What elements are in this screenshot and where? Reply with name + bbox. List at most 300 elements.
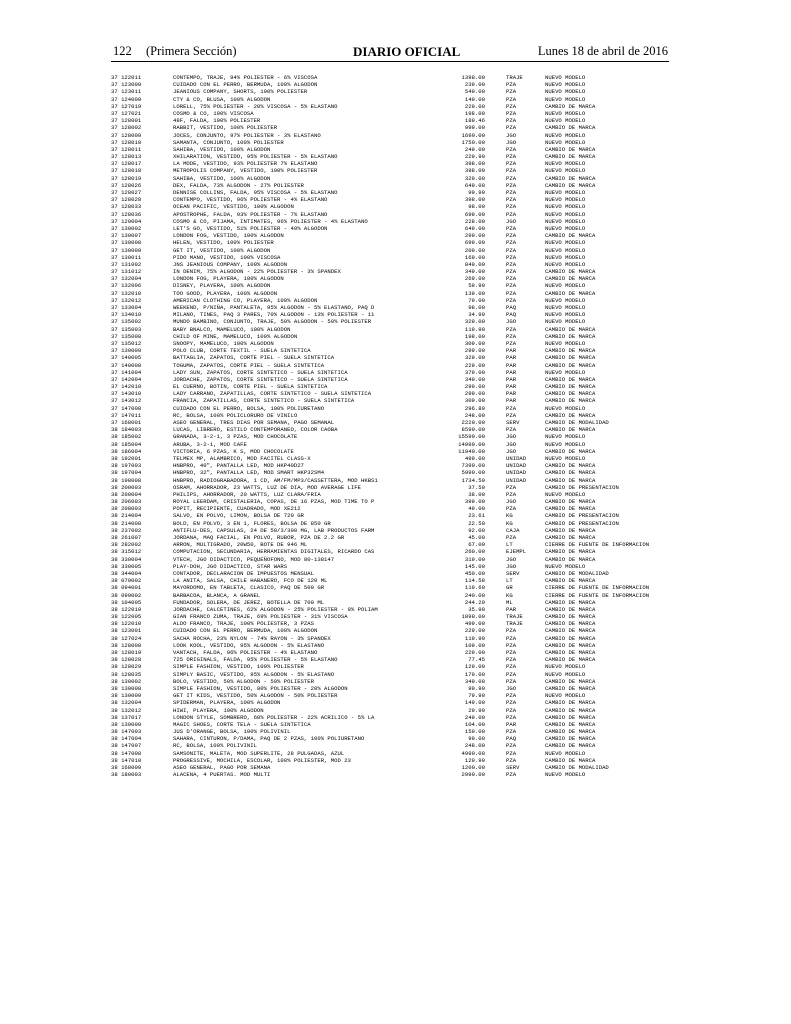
- row-price: 299.00: [464, 347, 485, 355]
- row-description: VICTORIA, 6 PZAS, K S, MOD CHOCOLATE: [173, 447, 294, 455]
- row-change-type: CAMBIO DE MARCA: [545, 555, 596, 563]
- row-description: GIAN FRANCO ZUMA, TRAJE, 69% POLIESTER - 31% VISCOSA: [173, 613, 348, 621]
- row-change-type: CAMBIO DE MODALIDAD: [545, 569, 609, 577]
- row-description: DISNEY, PLAYERA, 100% ALGODON: [173, 282, 271, 290]
- row-description: ARUBA, 3-2-1, MOD CAFE: [173, 440, 247, 448]
- table-row: [111, 592, 711, 599]
- row-code: 38 147008: [111, 749, 142, 757]
- row-price: 229.00: [464, 361, 485, 369]
- row-unit: LT: [506, 577, 513, 585]
- row-change-type: NUEVO MODELO: [545, 95, 586, 103]
- row-description: BATTAGLIA, ZAPATOS, CORTE PIEL - SUELA SINTETICA: [173, 354, 335, 362]
- row-price: 499.00: [464, 454, 485, 462]
- row-unit: JGO: [506, 138, 517, 146]
- row-change-type: NUEVO MODELO: [545, 167, 586, 175]
- table-row: [111, 211, 711, 218]
- row-code: 37 130009: [111, 246, 142, 254]
- row-change-type: CAMBIO DE MARCA: [545, 469, 596, 477]
- row-description: ALACENA, 4 PUERTAS. MOD MULTI: [173, 771, 271, 779]
- row-code: 37 128001: [111, 117, 142, 125]
- row-change-type: NUEVO MODELO: [545, 109, 586, 117]
- table-row: [111, 527, 711, 534]
- table-row: [111, 203, 711, 210]
- row-change-type: CAMBIO DE PRESENTACION: [545, 483, 619, 491]
- row-code: 38 214004: [111, 512, 142, 520]
- table-row: [111, 369, 711, 376]
- row-description: EL CUERNO, BOTIN, CORTE PIEL - SUELA SINTETICA: [173, 383, 328, 391]
- table-row: [111, 699, 711, 706]
- row-price: 248.00: [464, 411, 485, 419]
- row-price: 198.00: [464, 109, 485, 117]
- row-price: 149.00: [464, 95, 485, 103]
- row-description: COSMO & CO, 100% VISCOSA: [173, 109, 254, 117]
- table-row: [111, 685, 711, 692]
- row-price: 244.29: [464, 598, 485, 606]
- row-code: 37 130008: [111, 239, 142, 247]
- table-row: [111, 110, 711, 117]
- row-unit: TRAJE: [506, 620, 523, 628]
- row-change-type: NUEVO MODELO: [545, 239, 586, 247]
- row-change-type: NUEVO MODELO: [545, 160, 586, 168]
- row-unit: PZA: [506, 268, 517, 276]
- row-code: 38 122010: [111, 605, 142, 613]
- row-change-type: NUEVO MODELO: [545, 562, 586, 570]
- row-description: SALVO, EN POLVO, LIMON, BOLSA DE 720 GR: [173, 512, 304, 520]
- row-code: 38 184003: [111, 426, 142, 434]
- row-description: ASEO GENERAL, PAGO POR SEMANA: [173, 764, 271, 771]
- row-price: 1898.00: [461, 613, 485, 621]
- table-row: [111, 771, 711, 778]
- row-change-type: CAMBIO DE MARCA: [545, 181, 596, 189]
- row-change-type: CAMBIO DE PRESENTACION: [545, 512, 619, 520]
- row-code: 37 127021: [111, 109, 142, 117]
- row-code: 38 104005: [111, 598, 142, 606]
- row-price: 239.00: [464, 81, 485, 89]
- row-change-type: CAMBIO DE MARCA: [545, 145, 596, 153]
- row-description: LOOK KOOL, VESTIDO, 95% ALGODON - 5% ELASTANO: [173, 641, 325, 649]
- table-row: [111, 505, 711, 512]
- table-row: [111, 333, 711, 340]
- row-unit: SERV: [506, 419, 520, 426]
- row-code: 37 132010: [111, 289, 142, 297]
- table-row: [111, 455, 711, 462]
- row-code: 37 140005: [111, 354, 142, 362]
- row-unit: JGO: [506, 217, 517, 225]
- table-row: [111, 635, 711, 642]
- row-description: HNBPRO, 32", PANTALLA LED, MOD SMART HKP32SM4: [173, 469, 325, 477]
- publication-title: DIARIO OFICIAL: [353, 44, 461, 59]
- row-description: WEEKEND, P/NIÑA, PANTALETA, 95% ALGODON - 5% ELASTANO, PAQ D: [173, 304, 375, 311]
- row-unit: PZA: [506, 167, 517, 175]
- table-row: [111, 218, 711, 225]
- table-row: [111, 347, 711, 354]
- table-row: [111, 541, 711, 548]
- table-row: [111, 182, 711, 189]
- row-code: 38 137017: [111, 713, 142, 721]
- row-change-type: CAMBIO DE MARCA: [545, 375, 596, 383]
- row-change-type: CIERRE DE FUENTE DE INFORMACION: [545, 541, 650, 549]
- row-change-type: CAMBIO DE MARCA: [545, 397, 596, 405]
- row-unit: PAR: [506, 720, 517, 728]
- row-change-type: CAMBIO DE MARCA: [545, 361, 596, 369]
- page-number: 122: [113, 44, 132, 58]
- row-price: 1759.00: [461, 138, 485, 146]
- table-row: [111, 627, 711, 634]
- row-unit: PZA: [506, 728, 517, 736]
- row-description: VTECH, JGO DIDACTICO, PEQUEÑOFONO, MOD 80-138147: [173, 555, 335, 563]
- row-change-type: CAMBIO DE MARCA: [545, 354, 596, 362]
- row-price: 92.00: [468, 526, 485, 534]
- row-price: 59.90: [468, 282, 485, 290]
- row-change-type: CIERRE DE FUENTE DE INFORMACION: [545, 591, 650, 599]
- row-unit: PZA: [506, 289, 517, 297]
- row-price: 145.00: [464, 562, 485, 570]
- row-description: LUCAS, LIBRERO, ESTILO CONTEMPORANEO, COLOR CAOBA: [173, 426, 338, 434]
- row-code: 37 135003: [111, 325, 142, 333]
- row-description: SIMPLE FASHION, VESTIDO, 80% POLIESTER - 20% ALGODON: [173, 684, 348, 692]
- table-row: [111, 153, 711, 160]
- row-description: BABY BNALCO, MAMELUCO, 100% ALGODON: [173, 325, 291, 333]
- row-price: 2220.00: [461, 419, 485, 426]
- row-price: 198.00: [464, 332, 485, 340]
- row-description: MILANO, TINES, PAQ 3 PARES, 70% ALGODON - 13% POLIESTER - 11: [173, 311, 375, 319]
- row-change-type: NUEVO MODELO: [545, 490, 586, 498]
- row-description: COSMO & CO, PIJAMA, INTIMATES, 96% POLIESTER - 4% ELASTANO: [173, 217, 368, 225]
- table-row: [111, 326, 711, 333]
- row-price: 179.00: [464, 670, 485, 678]
- row-code: 38 130008: [111, 684, 142, 692]
- row-price: 15599.00: [458, 433, 485, 441]
- row-change-type: CAMBIO DE MARCA: [545, 476, 596, 484]
- table-row: [111, 477, 711, 484]
- row-code: 37 128013: [111, 153, 142, 161]
- row-price: 4999.00: [461, 749, 485, 757]
- row-unit: PZA: [506, 490, 517, 498]
- row-unit: PZA: [506, 239, 517, 247]
- row-unit: UNIDAD: [506, 469, 527, 477]
- row-price: 34.99: [468, 311, 485, 319]
- table-row: [111, 649, 711, 656]
- row-description: HNBPRO, RADIOGRABADORA, 1 CD, AM/FM/MP3/CASSETTERA, MOD HKBS1: [173, 476, 378, 484]
- row-code: 37 134010: [111, 311, 142, 319]
- table-row: [111, 390, 711, 397]
- row-description: MUNDO BAMBINO, CONJUNTO, TRAJE, 50% ALGODON - 50% POLIESTER: [173, 318, 372, 326]
- row-change-type: CAMBIO DE MARCA: [545, 548, 596, 556]
- row-description: VANTACH, FALDA, 96% POLIESTER - 4% ELASTANO: [173, 649, 318, 656]
- row-unit: PZA: [506, 713, 517, 721]
- row-description: JEANIOUS COMPANY, SHORTS, 100% POLIESTER: [173, 88, 308, 96]
- row-change-type: NUEVO MODELO: [545, 131, 586, 139]
- row-code: 38 128019: [111, 649, 142, 656]
- table-row: [111, 620, 711, 627]
- row-description: DENNISE COLLINS, FALDA, 95% VISCOSA - 5% ELASTANO: [173, 189, 338, 196]
- table-row: [111, 81, 711, 88]
- row-change-type: CAMBIO DE MARCA: [545, 756, 596, 764]
- row-unit: PZA: [506, 275, 517, 283]
- row-price: 77.45: [468, 656, 485, 664]
- row-description: 725 ORIGINALS, FALDA, 95% POLIESTER - 5% ELASTANO: [173, 656, 338, 664]
- row-change-type: NUEVO MODELO: [545, 368, 586, 376]
- row-change-type: NUEVO MODELO: [545, 404, 586, 412]
- row-description: ANTIFLU-DES, CAPSULAS, 24 DE 50/3/300 MG, LAB PRODUCTOS FARM: [173, 526, 375, 534]
- row-change-type: CAMBIO DE MARCA: [545, 577, 596, 585]
- row-price: 699.00: [464, 210, 485, 218]
- row-price: 104.00: [464, 720, 485, 728]
- row-change-type: NUEVO MODELO: [545, 246, 586, 254]
- row-price: 399.00: [464, 498, 485, 506]
- row-change-type: NUEVO MODELO: [545, 203, 586, 211]
- row-code: 38 330005: [111, 562, 142, 570]
- row-code: 38 186004: [111, 447, 142, 455]
- row-unit: JGO: [506, 131, 517, 139]
- table-row: [111, 584, 711, 591]
- row-price: 1398.00: [461, 74, 485, 81]
- row-change-type: CAMBIO DE MARCA: [545, 526, 596, 534]
- row-description: GET IT, VESTIDO, 100% ALGODON: [173, 246, 271, 254]
- row-change-type: CAMBIO DE MARCA: [545, 613, 596, 621]
- row-description: PLAY-DOH, JGO DIDACTICO, STAR WARS: [173, 562, 288, 570]
- row-description: LONDON STYLE, SOMBRERO, 60% POLIESTER - 22% ACRILICO - 5% LA: [173, 713, 375, 721]
- row-description: CONTADOR, DECLARACION DE IMPUESTOS MENSUAL: [173, 569, 314, 577]
- row-code: 37 132012: [111, 296, 142, 304]
- row-price: 1734.50: [461, 476, 485, 484]
- table-row: [111, 139, 711, 146]
- row-code: 37 128036: [111, 210, 142, 218]
- row-description: OSRAM, AHORRADOR, 23 WATTS, LUZ DE DIA, MOD AVERAGE LIFE: [173, 483, 361, 491]
- row-description: BOLO, VESTIDO, 50% ALGODON - 50% POLIESTER: [173, 677, 314, 685]
- row-code: 37 147008: [111, 404, 142, 412]
- row-code: 38 344004: [111, 569, 142, 577]
- row-description: GET IT KIDS, VESTIDO, 50% ALGODON - 50% POLIESTER: [173, 692, 338, 700]
- table-row: [111, 175, 711, 182]
- row-price: 240.00: [464, 591, 485, 599]
- row-unit: UNIDAD: [506, 476, 527, 484]
- row-unit: PZA: [506, 145, 517, 153]
- row-change-type: NUEVO MODELO: [545, 339, 586, 347]
- row-code: 38 214008: [111, 519, 142, 527]
- table-row: [111, 232, 711, 239]
- table-row: [111, 247, 711, 254]
- row-code: 38 130009: [111, 692, 142, 700]
- row-change-type: NUEVO MODELO: [545, 440, 586, 448]
- row-code: 37 128002: [111, 124, 142, 132]
- row-description: ASEO GENERAL, TRES DIAS POR SEMANA, PAGO SEMANAL: [173, 419, 335, 426]
- row-description: JORDACHE, ZAPATOS, CORTE SINTETICO - SUELA SINTETICA: [173, 375, 348, 383]
- row-unit: PZA: [506, 483, 517, 491]
- row-change-type: CAMBIO DE MARCA: [545, 102, 596, 110]
- row-unit: PZA: [506, 325, 517, 333]
- row-code: 37 128028: [111, 196, 142, 204]
- row-code: 38 127024: [111, 634, 142, 642]
- row-unit: PZA: [506, 260, 517, 268]
- table-row: [111, 340, 711, 347]
- table-row: [111, 74, 711, 81]
- row-code: 38 315012: [111, 548, 142, 556]
- row-price: 379.00: [464, 368, 485, 376]
- table-row: [111, 376, 711, 383]
- row-description: MAGIC SHOES, CORTE TELA - SUELA SINTETICA: [173, 720, 311, 728]
- row-change-type: CAMBIO DE MODALIDAD: [545, 419, 609, 426]
- row-change-type: CAMBIO DE MARCA: [545, 390, 596, 398]
- row-unit: PAQ: [506, 311, 517, 319]
- table-row: [111, 275, 711, 282]
- table-row: [111, 225, 711, 232]
- row-price: 229.00: [464, 627, 485, 635]
- table-row: [111, 426, 711, 433]
- row-code: 37 135008: [111, 332, 142, 340]
- row-change-type: NUEVO MODELO: [545, 454, 586, 462]
- row-code: 37 143010: [111, 390, 142, 398]
- table-row: [111, 534, 711, 541]
- row-change-type: CAMBIO DE MARCA: [545, 713, 596, 721]
- row-code: 38 099002: [111, 591, 142, 599]
- table-row: [111, 714, 711, 721]
- row-price: 349.00: [464, 375, 485, 383]
- row-price: 228.00: [464, 217, 485, 225]
- row-price: 229.00: [464, 649, 485, 656]
- row-change-type: CAMBIO DE MARCA: [545, 447, 596, 455]
- table-row: [111, 268, 711, 275]
- row-code: 38 192001: [111, 454, 142, 462]
- row-description: LADY SUN, ZAPATOS, CORTE SINTETICO - SUELA SINTETICA: [173, 368, 348, 376]
- row-code: 38 198008: [111, 476, 142, 484]
- row-unit: JGO: [506, 318, 517, 326]
- table-row: [111, 117, 711, 124]
- row-change-type: CAMBIO DE MARCA: [545, 332, 596, 340]
- table-row: [111, 448, 711, 455]
- row-unit: JGO: [506, 433, 517, 441]
- row-price: 129.99: [464, 756, 485, 764]
- price-table: [111, 74, 711, 778]
- row-description: PROGRESSIVE, MOCHILA, ESCOLAR, 100% POLIESTER, MOD 23: [173, 756, 351, 764]
- table-row: [111, 469, 711, 476]
- table-row: [111, 556, 711, 563]
- row-change-type: NUEVO MODELO: [545, 138, 586, 146]
- row-price: 249.00: [464, 713, 485, 721]
- row-description: JUS D'ORANGE, BOLSA, 100% POLIVINIL: [173, 728, 291, 736]
- row-change-type: NUEVO MODELO: [545, 81, 586, 89]
- row-price: 296.80: [464, 404, 485, 412]
- table-row: [111, 146, 711, 153]
- row-unit: PZA: [506, 160, 517, 168]
- row-price: 699.00: [464, 239, 485, 247]
- row-unit: PZA: [506, 692, 517, 700]
- table-row: [111, 707, 711, 714]
- row-change-type: NUEVO MODELO: [545, 88, 586, 96]
- row-price: 349.00: [464, 677, 485, 685]
- row-code: 37 142004: [111, 375, 142, 383]
- page-header: [113, 44, 668, 60]
- row-change-type: CAMBIO DE MARCA: [545, 325, 596, 333]
- row-change-type: NUEVO MODELO: [545, 196, 586, 204]
- table-row: [111, 491, 711, 498]
- row-price: 22.50: [468, 519, 485, 527]
- row-description: RC, BOLSA, 100% POLIVINIL: [173, 742, 257, 750]
- row-price: 649.00: [464, 224, 485, 232]
- table-row: [111, 512, 711, 519]
- row-change-type: NUEVO MODELO: [545, 189, 586, 196]
- row-unit: PZA: [506, 656, 517, 664]
- row-description: LONDON FOG, PLAYERA, 100% ALGODON: [173, 275, 284, 283]
- row-code: 38 147007: [111, 742, 142, 750]
- row-price: 98.00: [468, 203, 485, 211]
- table-row: [111, 728, 711, 735]
- row-price: 14999.00: [458, 440, 485, 448]
- row-unit: PZA: [506, 232, 517, 240]
- row-description: COMPUTACION, SECUNDARIA, HERRAMIENTAS DIGITALES, RICARDO CAS: [173, 548, 375, 556]
- row-unit: TRAJE: [506, 613, 523, 621]
- row-price: 114.58: [464, 577, 485, 585]
- row-description: HELEN, VESTIDO, 100% POLIESTER: [173, 239, 274, 247]
- row-description: IN DENIM, 75% ALGODON - 22% POLIESTER - 3% SPANDEX: [173, 268, 341, 276]
- row-unit: UNIDAD: [506, 454, 527, 462]
- table-row: [111, 570, 711, 577]
- row-change-type: CAMBIO DE MARCA: [545, 720, 596, 728]
- row-change-type: CAMBIO DE MARCA: [545, 534, 596, 541]
- table-row: [111, 663, 711, 670]
- row-description: OCEAN PACIFIC, VESTIDO, 100% ALGODON: [173, 203, 294, 211]
- row-change-type: CAMBIO DE MARCA: [545, 598, 596, 606]
- row-unit: PAR: [506, 383, 517, 391]
- row-change-type: NUEVO MODELO: [545, 296, 586, 304]
- row-code: 38 330004: [111, 555, 142, 563]
- row-unit: PZA: [506, 109, 517, 117]
- row-price: 329.00: [464, 174, 485, 182]
- row-price: 99.90: [468, 684, 485, 692]
- table-row: [111, 656, 711, 663]
- row-description: SNOOPY, MAMELUCO, 100% ALGODON: [173, 339, 274, 347]
- row-description: LA MODE, VESTIDO, 93% POLIESTER 7% ELASTANO: [173, 160, 318, 168]
- row-unit: JGO: [506, 684, 517, 692]
- row-change-type: CIERRE DE FUENTE DE INFORMACION: [545, 584, 650, 592]
- row-change-type: NUEVO MODELO: [545, 217, 586, 225]
- table-row: [111, 261, 711, 268]
- row-change-type: CAMBIO DE MARCA: [545, 649, 596, 656]
- row-unit: PAQ: [506, 735, 517, 743]
- table-row: [111, 498, 711, 505]
- row-code: 37 128010: [111, 138, 142, 146]
- row-code: 37 132004: [111, 275, 142, 283]
- row-unit: KG: [506, 591, 513, 599]
- row-price: 149.00: [464, 699, 485, 707]
- row-price: 248.00: [464, 742, 485, 750]
- row-unit: PZA: [506, 677, 517, 685]
- row-unit: PZA: [506, 296, 517, 304]
- row-change-type: NUEVO MODELO: [545, 210, 586, 218]
- row-unit: PAR: [506, 368, 517, 376]
- row-change-type: CAMBIO DE MARCA: [545, 627, 596, 635]
- row-code: 38 079002: [111, 577, 142, 585]
- table-row: [111, 397, 711, 404]
- row-code: 38 128008: [111, 641, 142, 649]
- row-description: JORDACHE, CALCETINES, 62% ALGODON - 25% POLIESTER - 9% POLIAM: [173, 605, 378, 613]
- table-row: [111, 577, 711, 584]
- row-unit: PAR: [506, 354, 517, 362]
- row-unit: PZA: [506, 670, 517, 678]
- row-code: 38 122010: [111, 620, 142, 628]
- row-price: 299.00: [464, 232, 485, 240]
- row-unit: UNIDAD: [506, 462, 527, 470]
- row-description: TOGUMA, ZAPATOS, CORTE PIEL - SUELA SINTETICA: [173, 361, 325, 369]
- row-price: 79.90: [468, 692, 485, 700]
- row-code: 37 130007: [111, 232, 142, 240]
- table-row: [111, 311, 711, 318]
- row-code: 38 147004: [111, 735, 142, 743]
- row-unit: PZA: [506, 404, 517, 412]
- row-change-type: CAMBIO DE MARCA: [545, 634, 596, 642]
- row-code: 38 094001: [111, 584, 142, 592]
- row-change-type: NUEVO MODELO: [545, 771, 586, 779]
